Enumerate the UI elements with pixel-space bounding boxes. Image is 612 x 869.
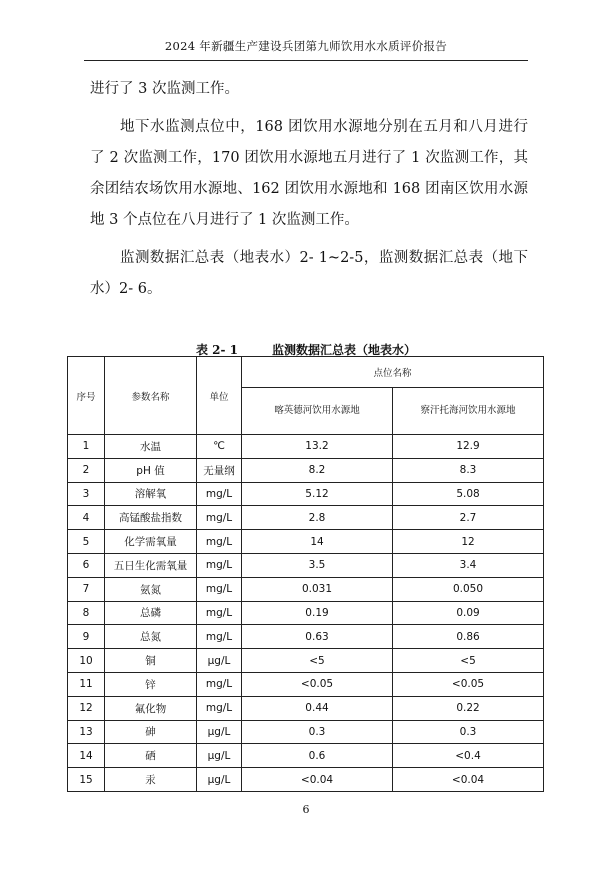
row-value-site-2: 8.3 <box>393 458 544 482</box>
paragraph-3: 监测数据汇总表（地表水）2- 1~2-5，监测数据汇总表（地下水）2- 6。 <box>90 250 528 297</box>
paragraph-1: 进行了 3 次监测工作。 <box>90 81 239 97</box>
row-unit: μg/L <box>197 720 242 744</box>
row-unit: 无量纲 <box>197 458 242 482</box>
paragraph-2: 地下水监测点位中，168 团饮用水源地分别在五月和八月进行了 2 次监测工作，170 团饮用水源地五月进行了 1 次监测工作，其余团结农场饮用水源地、162 团饮用水源地和 168 团南区饮用水源地 3 个点位在八月进行了 1 次监测工作。 <box>90 119 528 228</box>
table-row <box>68 601 544 625</box>
table-row <box>68 720 544 744</box>
row-seq: 12 <box>68 696 105 720</box>
row-param-name: 氟化物 <box>105 696 197 720</box>
row-unit: mg/L <box>197 625 242 649</box>
row-param-name: 水温 <box>105 435 197 459</box>
row-param-name: 砷 <box>105 720 197 744</box>
header-site-group: 点位名称 <box>242 357 544 388</box>
table-row <box>68 553 544 577</box>
row-value-site-2: 2.7 <box>393 506 544 530</box>
header-seq: 序号 <box>68 357 105 435</box>
row-seq: 8 <box>68 601 105 625</box>
row-param-name: 化学需氧量 <box>105 530 197 554</box>
row-seq: 11 <box>68 672 105 696</box>
table-row <box>68 530 544 554</box>
row-value-site-2: <0.04 <box>393 768 544 792</box>
table-row <box>68 435 544 459</box>
table-row <box>68 625 544 649</box>
row-value-site-2: 0.050 <box>393 577 544 601</box>
row-seq: 5 <box>68 530 105 554</box>
row-unit: mg/L <box>197 530 242 554</box>
page-number: 6 <box>302 803 310 816</box>
row-seq: 14 <box>68 744 105 768</box>
row-value-site-2: 3.4 <box>393 553 544 577</box>
row-seq: 13 <box>68 720 105 744</box>
row-value-site-1: 14 <box>242 530 393 554</box>
table-row <box>68 458 544 482</box>
row-unit: μg/L <box>197 768 242 792</box>
row-seq: 6 <box>68 553 105 577</box>
row-seq: 4 <box>68 506 105 530</box>
row-seq: 3 <box>68 482 105 506</box>
table-row <box>68 577 544 601</box>
row-unit: μg/L <box>197 649 242 673</box>
header-param: 参数名称 <box>105 357 197 435</box>
row-unit: mg/L <box>197 482 242 506</box>
row-unit: mg/L <box>197 577 242 601</box>
row-value-site-2: <5 <box>393 649 544 673</box>
row-param-name: 溶解氧 <box>105 482 197 506</box>
row-unit: μg/L <box>197 744 242 768</box>
row-seq: 7 <box>68 577 105 601</box>
table-row <box>68 649 544 673</box>
row-value-site-1: 0.3 <box>242 720 393 744</box>
row-value-site-1: 3.5 <box>242 553 393 577</box>
row-param-name: 硒 <box>105 744 197 768</box>
row-value-site-1: 13.2 <box>242 435 393 459</box>
row-value-site-1: 5.12 <box>242 482 393 506</box>
table-row <box>68 672 544 696</box>
header-unit: 单位 <box>197 357 242 435</box>
row-unit: ℃ <box>197 435 242 459</box>
row-param-name: 铜 <box>105 649 197 673</box>
row-value-site-1: <0.05 <box>242 672 393 696</box>
row-value-site-1: 0.6 <box>242 744 393 768</box>
row-seq: 2 <box>68 458 105 482</box>
row-value-site-2: <0.05 <box>393 672 544 696</box>
row-unit: mg/L <box>197 696 242 720</box>
row-value-site-2: 0.86 <box>393 625 544 649</box>
header-site-2: 察汗托海河饮用水源地 <box>393 388 544 435</box>
row-value-site-1: <5 <box>242 649 393 673</box>
row-value-site-1: 0.031 <box>242 577 393 601</box>
table-row <box>68 768 544 792</box>
row-value-site-2: 5.08 <box>393 482 544 506</box>
row-value-site-2: 0.3 <box>393 720 544 744</box>
row-unit: mg/L <box>197 601 242 625</box>
row-seq: 15 <box>68 768 105 792</box>
page-header-title: 2024 年新疆生产建设兵团第九师饮用水水质评价报告 <box>164 39 448 53</box>
row-unit: mg/L <box>197 553 242 577</box>
header-divider <box>84 60 528 61</box>
table-row <box>68 482 544 506</box>
table-caption-number: 表 2- 1 <box>195 343 239 357</box>
row-param-name: 高锰酸盐指数 <box>105 506 197 530</box>
row-param-name: 汞 <box>105 768 197 792</box>
row-value-site-2: 12.9 <box>393 435 544 459</box>
table-caption-title: 监测数据汇总表（地表水） <box>272 343 417 357</box>
row-unit: mg/L <box>197 672 242 696</box>
row-value-site-2: <0.4 <box>393 744 544 768</box>
header-site-1: 喀英德河饮用水源地 <box>242 388 393 435</box>
row-param-name: pH 值 <box>105 458 197 482</box>
row-param-name: 五日生化需氧量 <box>105 553 197 577</box>
row-value-site-1: 0.19 <box>242 601 393 625</box>
row-value-site-1: 8.2 <box>242 458 393 482</box>
row-value-site-2: 0.09 <box>393 601 544 625</box>
row-unit: mg/L <box>197 506 242 530</box>
monitoring-data-table <box>67 356 544 792</box>
row-param-name: 锌 <box>105 672 197 696</box>
row-value-site-1: 0.63 <box>242 625 393 649</box>
row-value-site-1: 2.8 <box>242 506 393 530</box>
row-value-site-1: 0.44 <box>242 696 393 720</box>
table-row <box>68 744 544 768</box>
row-param-name: 总氮 <box>105 625 197 649</box>
table-row <box>68 696 544 720</box>
row-value-site-2: 0.22 <box>393 696 544 720</box>
row-seq: 10 <box>68 649 105 673</box>
row-seq: 9 <box>68 625 105 649</box>
table-row <box>68 506 544 530</box>
row-param-name: 氨氮 <box>105 577 197 601</box>
row-value-site-2: 12 <box>393 530 544 554</box>
row-value-site-1: <0.04 <box>242 768 393 792</box>
row-seq: 1 <box>68 435 105 459</box>
row-param-name: 总磷 <box>105 601 197 625</box>
